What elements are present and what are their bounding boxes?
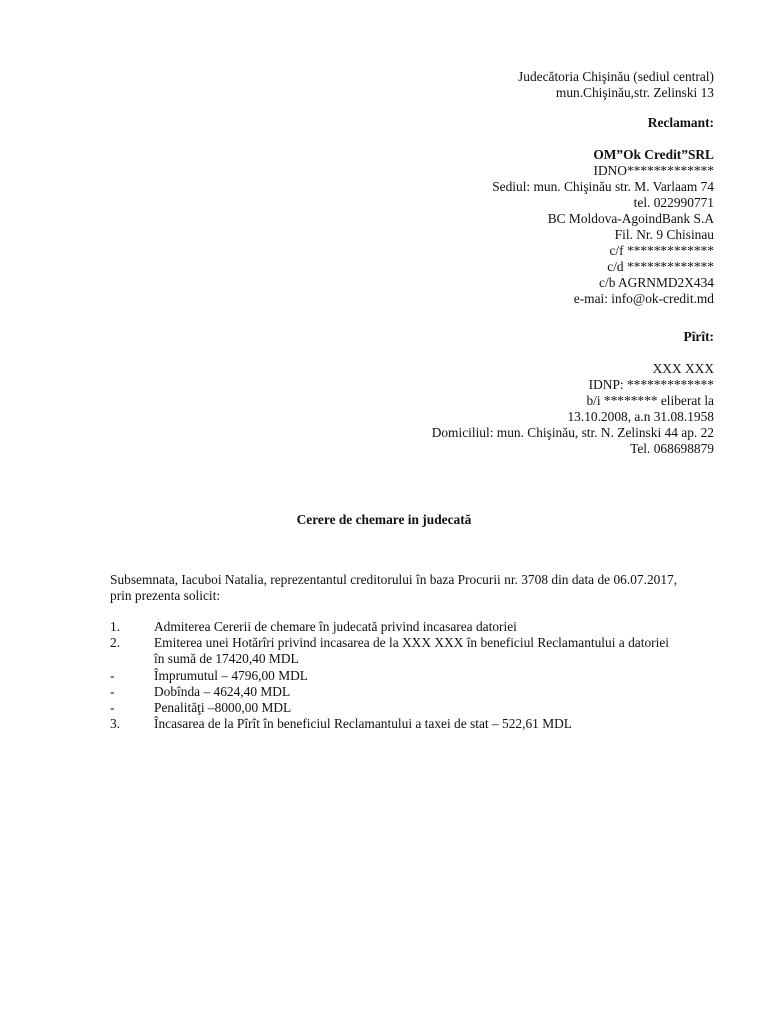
defendant-domicile: Domiciliul: mun. Chişinău, str. N. Zelinski 44 ap. 22 [431, 425, 714, 440]
plaintiff-heading: Reclamant: [647, 115, 714, 130]
list-item [110, 619, 720, 635]
list-item [110, 651, 720, 667]
list-item [110, 716, 720, 732]
defendant-block [432, 329, 714, 457]
spacer [432, 345, 714, 361]
intro-line: Subsemnata, Iacuboi Natalia, reprezentantul creditorului în baza Procurii nr. 3708 din data de 06.07.2017, [110, 572, 678, 587]
plaintiff-bank: BC Moldova-AgoindBank S.A [547, 211, 714, 226]
list-text: Dobînda – 4624,40 MDL [154, 683, 291, 699]
plaintiff-seat: Sediul: mun. Chişinău str. M. Varlaam 74 [492, 179, 714, 194]
spacer [492, 131, 714, 147]
plaintiff-branch: Fil. Nr. 9 Chisinau [614, 227, 714, 242]
list-item [110, 668, 720, 684]
plaintiff-idno: IDNO************* [593, 163, 714, 178]
list-text: Încasarea de la Pîrît în beneficiul Reclamantului a taxei de stat – 522,61 MDL [154, 716, 572, 732]
list-marker [110, 651, 154, 667]
list-marker: - [110, 700, 115, 716]
court-name: Judecătoria Chişinău (sediul central) [518, 69, 714, 84]
plaintiff-phone: tel. 022990771 [633, 195, 714, 210]
list-text: Emiterea unei Hotărîri privind incasarea de la XXX XXX în beneficiul Reclamantului a datoriei [154, 635, 669, 651]
list-marker: - [110, 683, 115, 699]
list-item [110, 684, 720, 700]
list-text: Penalităţi –8000,00 MDL [154, 700, 292, 716]
list-text: Împrumutul – 4796,00 MDL [154, 667, 308, 683]
document-title: Cerere de chemare in judecată [296, 512, 472, 527]
plaintiff-cd: c/d ************* [607, 259, 714, 274]
defendant-id-card: b/i ******** eliberat la [586, 393, 714, 408]
list-marker: - [110, 667, 115, 683]
plaintiff-block [492, 115, 714, 307]
intro-paragraph [110, 572, 720, 604]
defendant-phone: Tel. 068698879 [630, 441, 714, 456]
court-block [518, 69, 714, 101]
list-marker: 1. [110, 619, 121, 634]
court-address: mun.Chişinău,str. Zelinski 13 [555, 85, 714, 100]
plaintiff-cf: c/f ************* [609, 243, 714, 258]
list-marker: 2. [110, 635, 121, 651]
list-marker: 3. [110, 716, 121, 732]
plaintiff-name: OM”Ok Credit”SRL [593, 147, 714, 162]
plaintiff-email: e-mai: info@ok-credit.md [573, 291, 714, 306]
defendant-dates: 13.10.2008, a.n 31.08.1958 [567, 409, 714, 424]
plaintiff-cb: c/b AGRNMD2X434 [599, 275, 714, 290]
list-text: în sumă de 17420,40 MDL [154, 651, 299, 667]
defendant-idnp: IDNP: ************* [588, 377, 714, 392]
intro-line: prin prezenta solicit: [110, 588, 221, 603]
request-list [110, 619, 720, 732]
defendant-heading: Pîrît: [683, 329, 714, 344]
list-text: Admiterea Cererii de chemare în judecată privind incasarea datoriei [154, 619, 517, 634]
list-item [110, 635, 720, 651]
defendant-name: XXX XXX [652, 361, 714, 376]
list-item [110, 700, 720, 716]
